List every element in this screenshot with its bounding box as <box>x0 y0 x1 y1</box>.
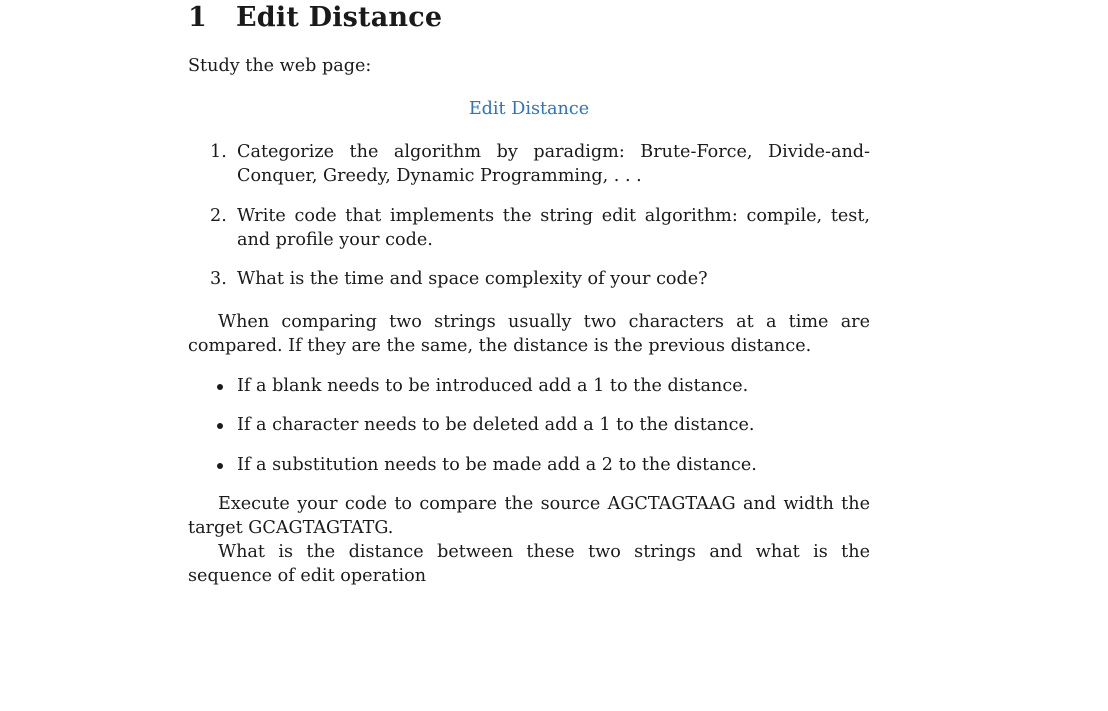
task-marker: 1. <box>210 142 227 162</box>
rule-text: If a substitution needs to be made add a 2 to the distance. <box>237 455 757 475</box>
section-number: 1 <box>188 2 207 33</box>
section-title: Edit Distance <box>236 2 443 33</box>
task-text: Categorize the algorithm by paradigm: Brute-Force, Divide-and-Conquer, Greedy, Dynamic Programming, . . . <box>237 142 870 186</box>
section-heading <box>188 2 442 33</box>
bullet-icon <box>217 423 223 429</box>
comparison-paragraph: When comparing two strings usually two characters at a time are compared. If they are the same, the distance is the previous distance. <box>188 312 870 356</box>
intro-text: Study the web page: <box>188 56 372 76</box>
question-paragraph: What is the distance between these two strings and what is the sequence of edit operation <box>188 542 870 586</box>
edit-distance-link[interactable]: Edit Distance <box>468 99 590 119</box>
bullet-icon <box>217 384 223 390</box>
task-text: Write code that implements the string edit algorithm: compile, test, and profile your code. <box>237 206 870 250</box>
rule-text: If a character needs to be deleted add a 1 to the distance. <box>237 415 755 435</box>
rule-text: If a blank needs to be introduced add a 1 to the distance. <box>237 376 749 396</box>
task-marker: 3. <box>210 269 227 289</box>
task-marker: 2. <box>210 206 227 226</box>
bullet-icon <box>217 463 223 469</box>
task-text: What is the time and space complexity of your code? <box>237 269 708 289</box>
execute-paragraph: Execute your code to compare the source AGCTAGTAAG and width the target GCAGTAGTATG. <box>188 494 870 538</box>
